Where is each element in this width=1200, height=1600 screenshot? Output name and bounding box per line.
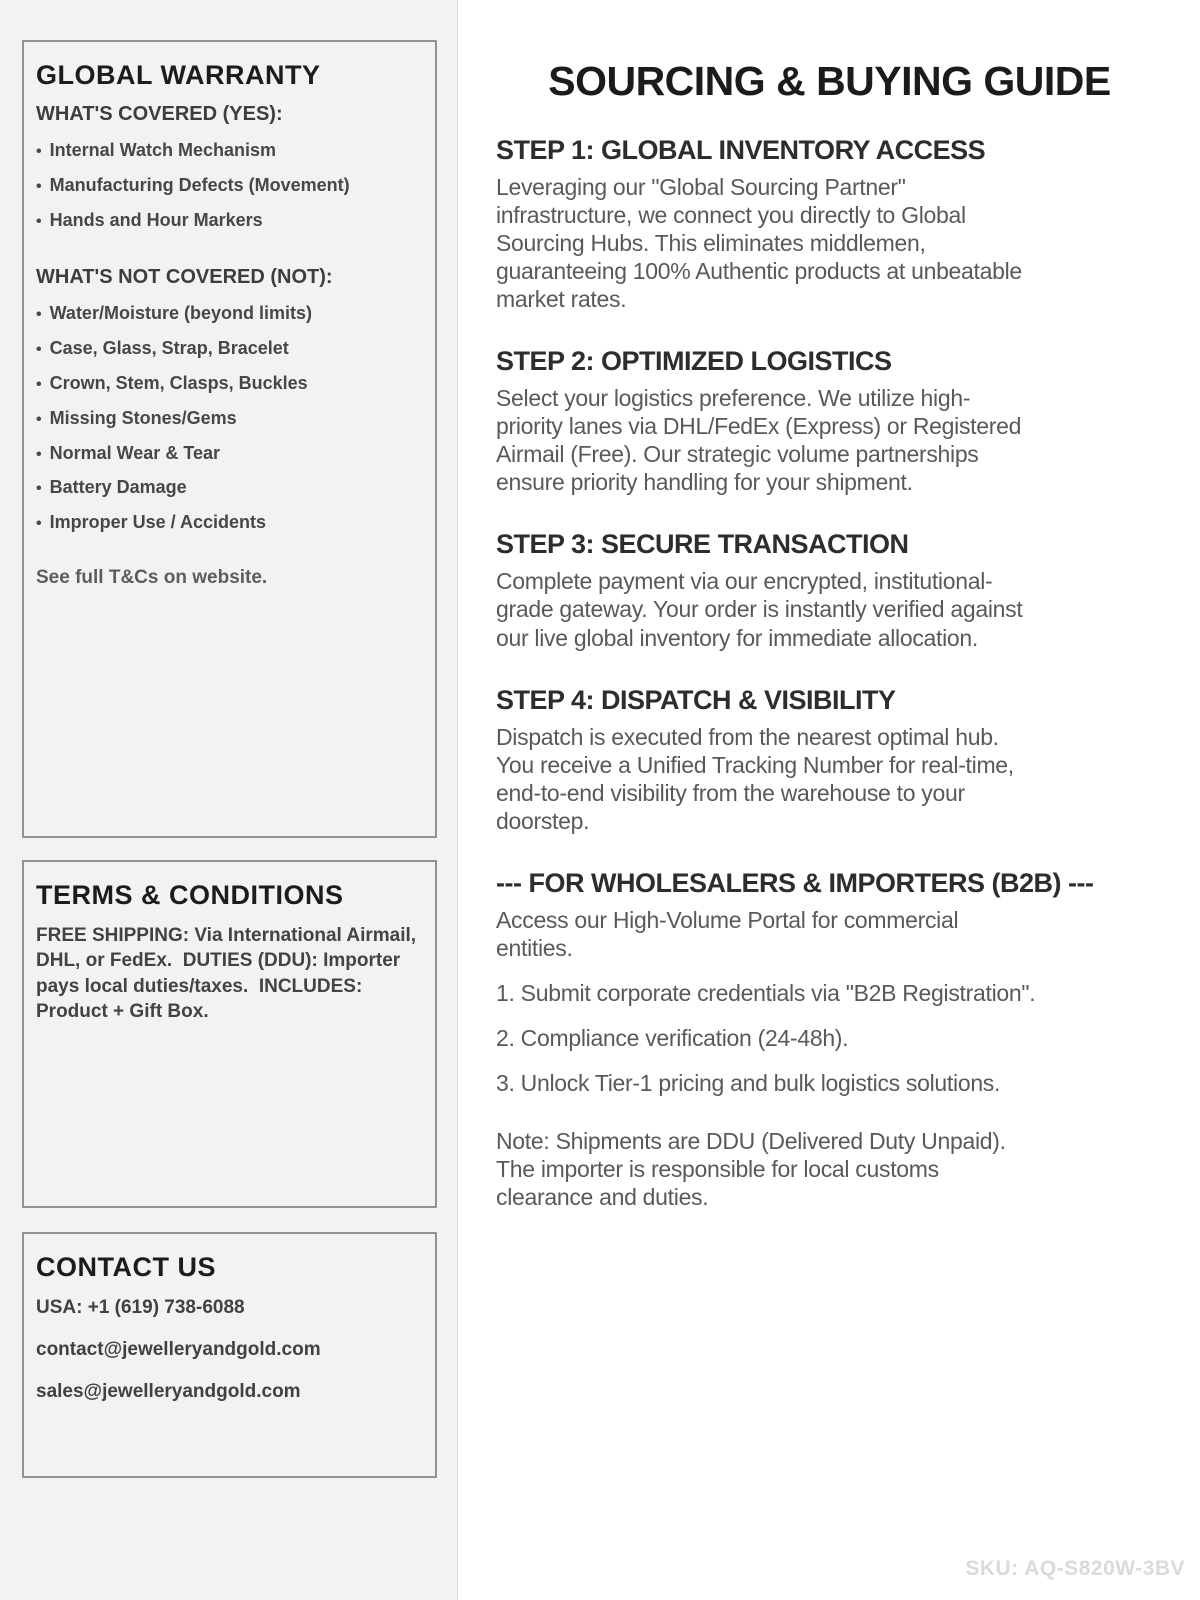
guide-step — [496, 135, 1200, 313]
contact-title: CONTACT US — [36, 1252, 216, 1282]
contact-lines — [36, 1297, 423, 1403]
covered-list — [36, 141, 423, 230]
global-warranty-box — [22, 40, 437, 838]
not-covered-list — [36, 304, 423, 533]
step-body: Leveraging our "Global Sourcing Partner" infrastructure, we connect you directly to Global Sourcing Hubs. This eliminates middlemen, guaranteeing 100% Authentic products at unbeatable market rates. — [496, 174, 1022, 313]
list-item — [36, 211, 423, 231]
guide-content — [459, 105, 1200, 1211]
info-sidebar — [0, 0, 458, 1600]
guide-step — [496, 529, 1200, 651]
bullet-icon: • — [36, 515, 42, 533]
steps-list — [496, 135, 1200, 835]
sourcing-guide — [459, 0, 1200, 1600]
step-heading: STEP 3: SECURE TRANSACTION — [496, 529, 909, 560]
bullet-icon: • — [36, 306, 42, 324]
terms-title: TERMS & CONDITIONS — [36, 880, 344, 910]
bullet-icon: • — [36, 212, 42, 230]
list-item-label: Hands and Hour Markers — [49, 209, 263, 230]
terms-body: FREE SHIPPING: Via International Airmail, DHL, or FedEx. DUTIES (DDU): Importer pays local duties/taxes. INCLUDES: Product + Gift Box. — [36, 925, 422, 1022]
contact-box — [22, 1232, 437, 1478]
page-title: SOURCING & BUYING GUIDE — [548, 58, 1111, 104]
b2b-note: Note: Shipments are DDU (Delivered Duty Unpaid). The importer is responsible for local customs clearance and duties. — [496, 1127, 1006, 1211]
list-item — [36, 304, 423, 324]
list-item — [36, 478, 423, 498]
step-heading: STEP 4: DISPATCH & VISIBILITY — [496, 684, 896, 715]
b2b-paragraph: Access our High-Volume Portal for commercial entities. — [496, 906, 959, 961]
list-item-label: Missing Stones/Gems — [49, 407, 237, 428]
step-body: Dispatch is executed from the nearest optimal hub. You receive a Unified Tracking Number for real-time, end-to-end visibility from the warehouse to your doorstep. — [496, 723, 1014, 834]
guide-step — [496, 685, 1200, 835]
list-item — [36, 176, 423, 196]
terms-box — [22, 860, 437, 1208]
list-item-label: Battery Damage — [49, 477, 187, 498]
bullet-icon: • — [36, 445, 42, 463]
b2b-paragraph: 1. Submit corporate credentials via "B2B Registration". — [496, 979, 1036, 1006]
bullet-icon: • — [36, 375, 42, 393]
b2b-paragraph: 3. Unlock Tier-1 pricing and bulk logistics solutions. — [496, 1069, 1001, 1096]
warranty-title: GLOBAL WARRANTY — [36, 60, 321, 90]
list-item — [36, 444, 423, 464]
sku-label: SKU: AQ-S820W-3BV — [965, 1557, 1185, 1580]
bullet-icon: • — [36, 177, 42, 195]
warranty-footnote: See full T&Cs on website. — [36, 566, 268, 588]
list-item — [36, 513, 423, 533]
list-item-label: Crown, Stem, Clasps, Buckles — [49, 372, 308, 393]
list-item-label: Water/Moisture (beyond limits) — [49, 303, 312, 324]
list-item-label: Improper Use / Accidents — [49, 512, 267, 533]
list-item — [36, 141, 423, 161]
contact-line: sales@jewelleryandgold.com — [36, 1381, 301, 1402]
list-item-label: Case, Glass, Strap, Bracelet — [49, 338, 289, 359]
step-body: Select your logistics preference. We utilize high-priority lanes via DHL/FedEx (Express) or Registered Airmail (Free). Our strategic volume partnerships ensure priority handling for your shipment. — [496, 385, 1022, 496]
contact-line: contact@jewelleryandgold.com — [36, 1339, 321, 1360]
b2b-paragraphs — [496, 906, 1200, 1097]
bullet-icon: • — [36, 410, 42, 428]
list-item-label: Internal Watch Mechanism — [49, 140, 276, 160]
b2b-section — [496, 868, 1200, 1211]
step-heading: STEP 2: OPTIMIZED LOGISTICS — [496, 346, 892, 377]
list-item — [36, 374, 423, 394]
bullet-icon: • — [36, 341, 42, 359]
bullet-icon: • — [36, 480, 42, 498]
covered-title: WHAT'S COVERED (YES): — [36, 103, 283, 125]
list-item-label: Manufacturing Defects (Movement) — [49, 174, 350, 195]
list-item — [36, 339, 423, 359]
b2b-heading: --- FOR WHOLESALERS & IMPORTERS (B2B) --- — [496, 867, 1094, 898]
step-body: Complete payment via our encrypted, institutional-grade gateway. Your order is instantly verified against our live global inventory for immediate allocation. — [496, 568, 1023, 651]
step-heading: STEP 1: GLOBAL INVENTORY ACCESS — [496, 135, 986, 165]
not-covered-title: WHAT'S NOT COVERED (NOT): — [36, 266, 333, 289]
list-item-label: Normal Wear & Tear — [49, 442, 221, 463]
contact-line: USA: +1 (619) 738-6088 — [36, 1297, 245, 1318]
list-item — [36, 409, 423, 429]
bullet-icon: • — [36, 143, 42, 160]
b2b-paragraph: 2. Compliance verification (24-48h). — [496, 1024, 849, 1051]
guide-step — [496, 346, 1200, 496]
